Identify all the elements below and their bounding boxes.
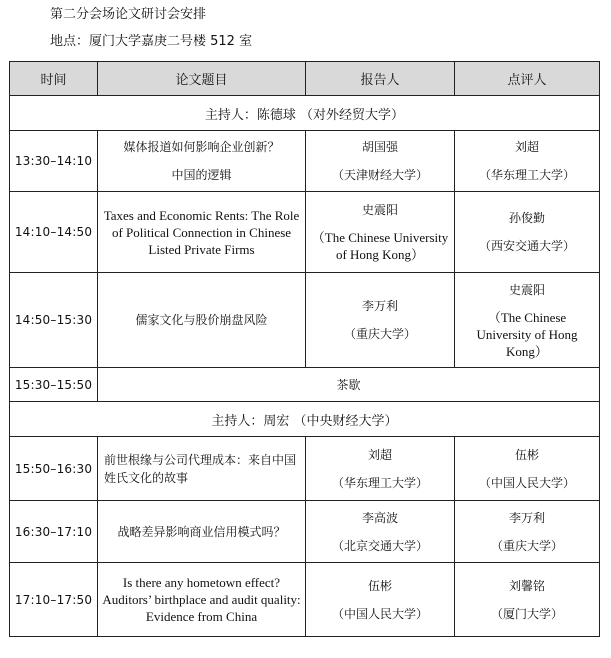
discussant-name: 伍彬: [514, 447, 539, 462]
col-header-presenter: 报告人: [306, 62, 455, 96]
table-row: [10, 563, 600, 637]
discussant-cell: [455, 131, 600, 192]
presenter-affiliation: （北京交通大学）: [331, 538, 428, 553]
title-cell: 前世根缘与公司代理成本：来自中国姓氏文化的故事: [98, 437, 306, 501]
presenter-cell: [306, 192, 455, 273]
col-header-title: 论文题目: [98, 62, 306, 96]
title-cell: Is there any hometown effect? Auditors’ birthplace and audit quality: Evidence from China: [98, 563, 306, 637]
title-line: 中国的逻辑: [171, 168, 232, 182]
discussant-affiliation: （The Chinese University of Hong Kong）: [476, 309, 578, 359]
discussant-name: 孙俊勤: [508, 211, 545, 225]
title-line: 媒体报道如何影响企业创新？: [123, 140, 280, 154]
discussant-name: 刘馨铭: [508, 578, 545, 593]
presenter-cell: [306, 563, 455, 637]
location-line: 地点：厦门大学嘉庚二号楼 512 室: [50, 34, 253, 49]
discussant-cell: [455, 563, 600, 637]
table-row: [10, 437, 600, 501]
table-row: [10, 273, 600, 368]
presenter-cell: [306, 437, 455, 501]
presenter-affiliation: （华东理工大学）: [331, 475, 428, 490]
time-cell: 15:50–16:30: [10, 437, 98, 501]
session-chair-row: [10, 96, 600, 131]
discussant-affiliation: （中国人民大学）: [478, 475, 575, 490]
table-row: [10, 192, 600, 273]
discussant-cell: [455, 501, 600, 563]
session2-chair: 主持人：周宏 （中央财经大学）: [10, 402, 600, 437]
header-row: [10, 62, 600, 96]
time-cell: 17:10–17:50: [10, 563, 98, 637]
time-cell: 14:10–14:50: [10, 192, 98, 273]
discussant-affiliation: （重庆大学）: [490, 538, 563, 553]
discussant-affiliation: （西安交通大学）: [478, 239, 575, 253]
presenter-name: 刘超: [367, 447, 392, 462]
discussant-affiliation: （华东理工大学）: [478, 168, 575, 182]
time-cell: 16:30–17:10: [10, 501, 98, 563]
discussant-cell: [455, 437, 600, 501]
discussant-name: 李万利: [508, 510, 545, 525]
presenter-name: 史震阳: [361, 203, 398, 217]
presenter-cell: [306, 273, 455, 368]
presenter-affiliation: （中国人民大学）: [331, 606, 428, 621]
session-chair-row: [10, 402, 600, 437]
tea-break-cell: 茶歇: [98, 368, 600, 402]
discussant-affiliation: （厦门大学）: [490, 606, 563, 621]
break-row: [10, 368, 600, 402]
presenter-name: 伍彬: [367, 578, 392, 593]
time-cell: 15:30–15:50: [10, 368, 98, 402]
presenter-cell: [306, 131, 455, 192]
title-cell: 儒家文化与股价崩盘风险: [98, 273, 306, 368]
table-row: [10, 131, 600, 192]
time-cell: 14:50–15:30: [10, 273, 98, 368]
col-header-time: 时间: [10, 62, 98, 96]
table-row: [10, 501, 600, 563]
presenter-affiliation: （重庆大学）: [343, 327, 416, 341]
title-cell: 战略差异影响商业信用模式吗？: [98, 501, 306, 563]
title-cell: Taxes and Economic Rents: The Role of Political Connection in Chinese Listed Private Firms: [98, 192, 306, 273]
presenter-affiliation: （The Chinese University of Hong Kong）: [311, 230, 449, 262]
discussant-cell: [455, 192, 600, 273]
time-cell: 13:30–14:10: [10, 131, 98, 192]
session1-chair: 主持人：陈德球 （对外经贸大学）: [10, 96, 600, 131]
presenter-name: 李高波: [361, 510, 398, 525]
schedule-table: [9, 61, 600, 637]
presenter-name: 胡国强: [361, 140, 398, 154]
discussant-name: 刘超: [514, 140, 539, 154]
document-title: 第二分会场论文研讨会安排: [50, 7, 207, 22]
discussant-name: 史震阳: [508, 282, 545, 297]
col-header-discussant: 点评人: [455, 62, 600, 96]
title-cell: [98, 131, 306, 192]
presenter-affiliation: （天津财经大学）: [331, 168, 428, 182]
presenter-name: 李万利: [361, 299, 398, 313]
presenter-cell: [306, 501, 455, 563]
discussant-cell: [455, 273, 600, 368]
